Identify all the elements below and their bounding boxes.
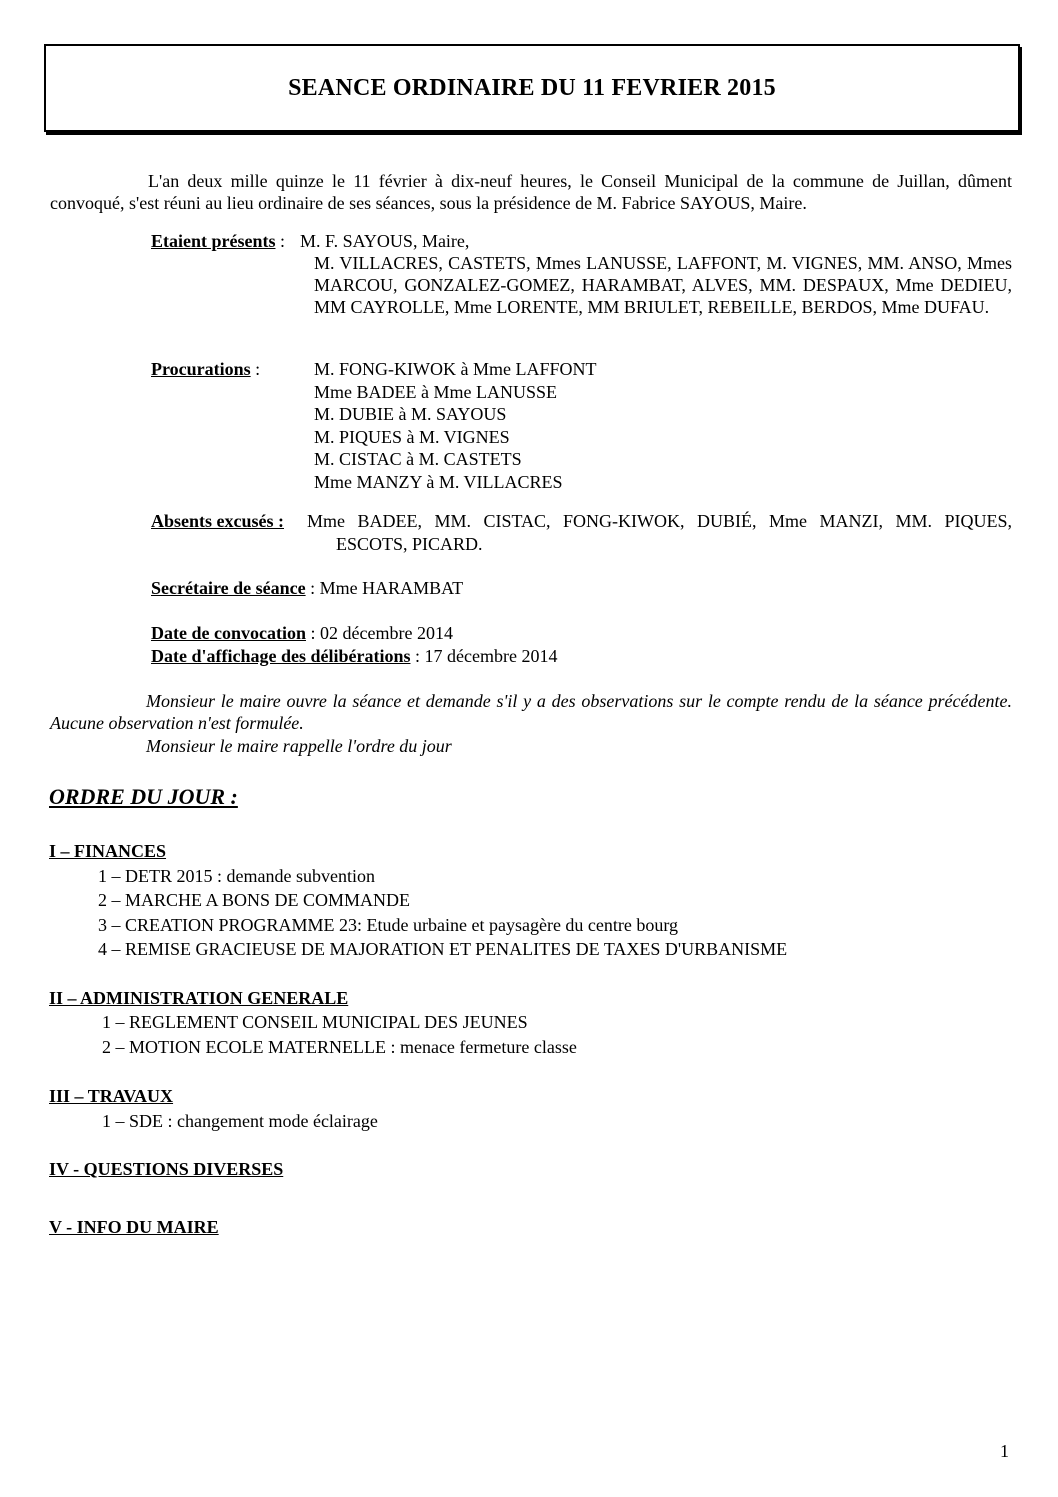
presents-separator: : xyxy=(275,231,286,251)
convocation-label: Date de convocation xyxy=(151,623,306,643)
absents-label: Absents excusés : xyxy=(151,511,284,531)
page-title: SEANCE ORDINAIRE DU 11 FEVRIER 2015 xyxy=(288,75,776,101)
observations-paragraph: Monsieur le maire ouvre la séance et demande s'il y a des observations sur le compte rendu de la séance précédente. Aucune observation n'est formulée. xyxy=(50,691,1012,733)
section-travaux-heading: III – TRAVAUX xyxy=(49,1086,174,1106)
affichage-line xyxy=(151,645,557,667)
list-item: M. CISTAC à M. CASTETS xyxy=(314,449,522,469)
procurations-label: Procurations xyxy=(151,359,251,379)
secretaire-line xyxy=(151,577,463,599)
presents-first-text: M. F. SAYOUS, Maire, xyxy=(300,231,470,251)
procurations-label-line xyxy=(151,358,260,380)
list-item: Mme BADEE à Mme LANUSSE xyxy=(314,381,557,402)
title-box xyxy=(44,44,1020,132)
section-info-heading: V - INFO DU MAIRE xyxy=(49,1217,219,1237)
rappel-line: Monsieur le maire rappelle l'ordre du jour xyxy=(146,736,452,756)
convocation-value: : 02 décembre 2014 xyxy=(305,623,453,643)
presents-first xyxy=(300,230,469,252)
section-questions-heading: IV - QUESTIONS DIVERSES xyxy=(49,1159,284,1179)
ordre-du-jour-title: ORDRE DU JOUR : xyxy=(49,784,238,809)
list-item: Mme MANZY à M. VILLACRES xyxy=(314,471,563,492)
list-item: M. FONG-KIWOK à Mme LAFFONT xyxy=(314,359,597,379)
presents-label: Etaient présents xyxy=(151,231,276,251)
convocation-line xyxy=(151,622,453,644)
page-number: 1 xyxy=(1000,1441,1009,1461)
affichage-value: : 17 décembre 2014 xyxy=(410,646,558,666)
section-finances-heading: I – FINANCES xyxy=(49,841,167,861)
absents-label-line xyxy=(151,510,284,532)
section-admin-heading: II – ADMINISTRATION GENERALE xyxy=(49,988,349,1008)
procurations-list xyxy=(314,358,596,493)
list-item: 2 – MARCHE A BONS DE COMMANDE xyxy=(98,890,411,910)
list-item: 2 – MOTION ECOLE MATERNELLE : menace fermeture classe xyxy=(102,1037,577,1057)
affichage-label: Date d'affichage des délibérations xyxy=(151,646,411,666)
secretaire-label: Secrétaire de séance xyxy=(151,578,306,598)
list-item: M. PIQUES à M. VIGNES xyxy=(314,426,510,447)
absents-line-2: ESCOTS, PICARD. xyxy=(336,534,483,554)
list-item: 3 – CREATION PROGRAMME 23: Etude urbaine et paysagère du centre bourg xyxy=(98,915,679,935)
list-item: 1 – DETR 2015 : demande subvention xyxy=(98,866,375,886)
procurations-separator: : xyxy=(250,359,261,379)
presents-list: M. VILLACRES, CASTETS, Mmes LANUSSE, LAFFONT, M. VIGNES, MM. ANSO, Mmes MARCOU, GONZALEZ-GOMEZ, HARAMBAT, ALVES, MM. DESPAUX, Mme DEDIEU, MM CAYROLLE, Mme LORENTE, MM BRIULET, REBEILLE, BERDOS, Mme DUFAU. xyxy=(314,253,1012,317)
list-item: 1 – SDE : changement mode éclairage xyxy=(102,1111,378,1131)
absents-line-1: Mme BADEE, MM. CISTAC, FONG-KIWOK, DUBIÉ, Mme MANZI, MM. PIQUES, xyxy=(307,511,1012,531)
presents-label-line xyxy=(151,230,285,252)
list-item: 1 – REGLEMENT CONSEIL MUNICIPAL DES JEUNES xyxy=(102,1012,528,1032)
secretaire-value: : Mme HARAMBAT xyxy=(305,578,464,598)
list-item: M. DUBIE à M. SAYOUS xyxy=(314,404,507,424)
list-item: 4 – REMISE GRACIEUSE DE MAJORATION ET PENALITES DE TAXES D'URBANISME xyxy=(98,939,788,959)
intro-paragraph: L'an deux mille quinze le 11 février à dix-neuf heures, le Conseil Municipal de la commune de Juillan, dûment convoqué, s'est réuni au lieu ordinaire de ses séances, sous la présidence de M. Fabrice SAYOUS, Maire. xyxy=(50,171,1012,213)
